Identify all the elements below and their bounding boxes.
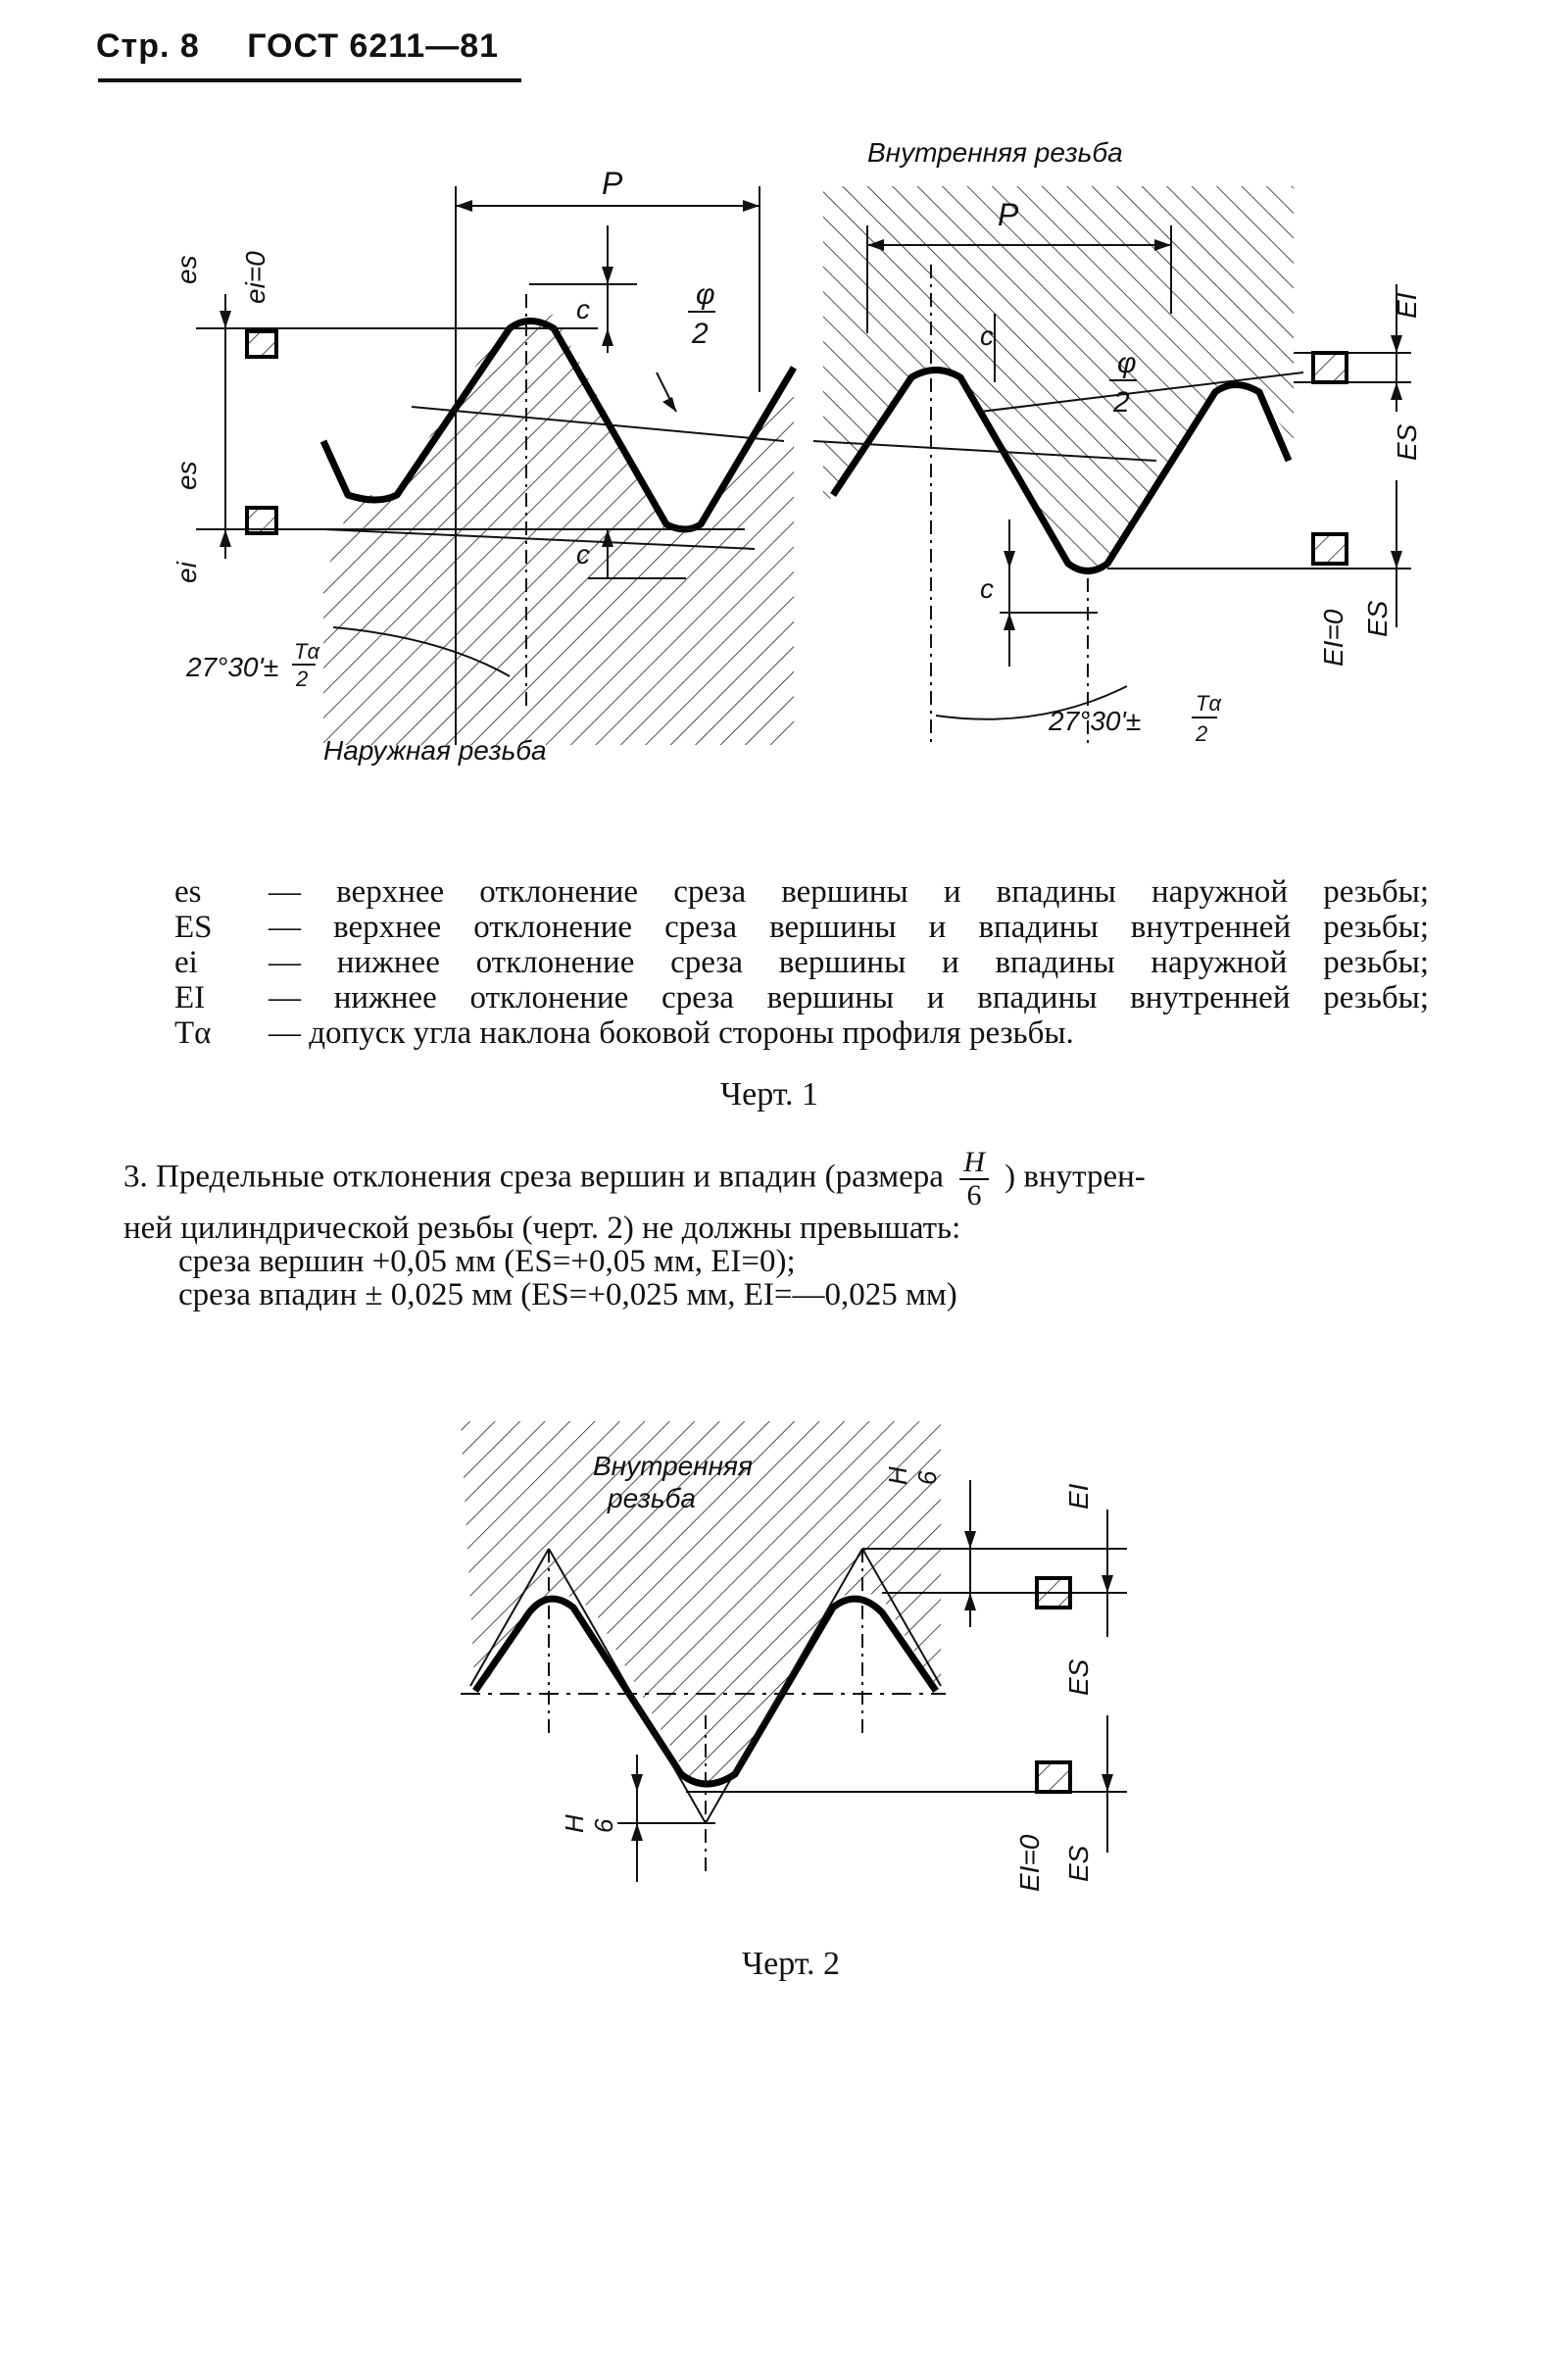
- fraction-H-6: [959, 1147, 989, 1212]
- fraction-numerator: H: [959, 1147, 989, 1180]
- fig1-label-c-top: c: [576, 294, 590, 324]
- legend-symbol: ES: [174, 910, 213, 945]
- external-thread-drawing: [172, 166, 794, 766]
- fraction-denominator: 6: [966, 1179, 982, 1212]
- fig1-label-two-left: 2: [296, 667, 309, 691]
- fig1-label-phi-right: φ: [1117, 347, 1137, 379]
- legend-symbol: Tα: [174, 1015, 212, 1051]
- fig1-label-ES-mid: ES: [1392, 423, 1422, 461]
- fig1-label-ei0: ei=0: [240, 251, 270, 304]
- legend-text: — верхнее отклонение среза вершины и впадины наружной резьбы;: [269, 874, 1429, 910]
- figure-1-caption: Черт. 1: [720, 1076, 819, 1113]
- legend-item: [174, 980, 1429, 1015]
- fig1-left-caption: Наружная резьба: [323, 735, 547, 766]
- tolerance-box: [247, 508, 276, 533]
- figure-2: [0, 1392, 1568, 1902]
- tolerance-box: [1037, 1762, 1070, 1792]
- tolerance-box: [1313, 353, 1347, 382]
- legend-item: [174, 910, 1429, 945]
- legend-symbol: ei: [174, 945, 198, 980]
- legend-item: [174, 945, 1429, 980]
- paragraph-line: ней цилиндрической резьбы (черт. 2) не должны превышать:: [123, 1211, 961, 1246]
- fig2-label-ES-mid: ES: [1063, 1658, 1094, 1696]
- figure-2-caption: Черт. 2: [742, 1946, 841, 1982]
- fig1-label-ES-bot: ES: [1362, 600, 1393, 637]
- fig1-label-c-right-top: c: [980, 321, 994, 351]
- figure-1: [0, 118, 1568, 804]
- standard-number: ГОСТ 6211—81: [247, 27, 500, 65]
- fig2-caption-line2: резьба: [608, 1483, 696, 1513]
- tolerance-box: [1313, 534, 1347, 564]
- fig2-label-ES-bot: ES: [1063, 1845, 1094, 1882]
- fig1-label-ta-left: Tα: [294, 639, 319, 664]
- fig1-label-angle-right: 27°30'±: [1049, 706, 1142, 736]
- fig1-label-P: P: [602, 166, 623, 201]
- fig1-label-ta-right: Tα: [1196, 691, 1221, 716]
- fig2-label-H-bot: H: [560, 1814, 589, 1833]
- fig2-label-H-top: H: [883, 1466, 912, 1485]
- fig1-label-c-bot: c: [576, 539, 590, 569]
- fig1-right-caption: Внутренняя резьба: [867, 137, 1123, 168]
- page-header: [96, 27, 536, 66]
- fig1-label-two-right-frac: 2: [1196, 721, 1208, 746]
- paragraph-text: ) внутрен-: [1004, 1159, 1146, 1195]
- legend-text: — нижнее отклонение среза вершины и впадины наружной резьбы;: [269, 945, 1429, 980]
- fig1-label-P-right: P: [998, 197, 1019, 232]
- legend-item: [174, 1015, 1429, 1051]
- header-rule: [98, 78, 521, 82]
- fig1-label-es-top: es: [172, 255, 202, 284]
- fig1-label-angle-left: 27°30'±: [186, 652, 279, 682]
- internal-thread-drawing: [813, 137, 1422, 746]
- tolerance-box: [1037, 1578, 1070, 1608]
- paragraph-line: среза вершин +0,05 мм (ES=+0,05 мм, EI=0);: [178, 1244, 796, 1279]
- fig1-label-two-right: 2: [1113, 386, 1130, 419]
- fig1-label-phi: φ: [696, 278, 715, 311]
- fig2-label-EI0: EI=0: [1014, 1834, 1045, 1892]
- legend-text: — нижнее отклонение среза вершины и впадины внутренней резьбы;: [269, 980, 1429, 1015]
- fig1-label-EI0: EI=0: [1318, 609, 1348, 667]
- paragraph-line: среза впадин ± 0,025 мм (ES=+0,025 мм, EI=—0,025 мм): [178, 1277, 957, 1312]
- legend-text: — верхнее отклонение среза вершины и впадины внутренней резьбы;: [269, 910, 1429, 945]
- fig1-label-two: 2: [692, 318, 709, 350]
- legend-symbol: EI: [174, 980, 206, 1015]
- internal-thread-fig2: [461, 1421, 1127, 1892]
- legend-symbol: es: [174, 874, 202, 910]
- fig1-label-EI: EI: [1392, 292, 1422, 319]
- fig2-label-6-top: 6: [912, 1470, 942, 1485]
- legend: [174, 874, 1429, 1051]
- paragraph-text: 3. Предельные отклонения среза вершин и впадин (размера: [123, 1159, 944, 1195]
- fig1-label-ei: ei: [172, 562, 202, 583]
- paragraph-3: [123, 1147, 1476, 1312]
- legend-item: [174, 874, 1429, 910]
- paragraph-line: [123, 1147, 1476, 1212]
- tolerance-box: [247, 331, 276, 357]
- fig1-label-c-right: c: [980, 573, 994, 604]
- legend-text: — допуск угла наклона боковой стороны профиля резьбы.: [269, 1015, 1074, 1051]
- fig1-label-es-mid: es: [172, 461, 202, 490]
- fig2-caption-line1: Внутренняя: [593, 1451, 753, 1481]
- fig2-label-EI: EI: [1063, 1483, 1094, 1510]
- page-number: Стр. 8: [96, 27, 200, 65]
- fig2-label-6-bot: 6: [589, 1818, 618, 1833]
